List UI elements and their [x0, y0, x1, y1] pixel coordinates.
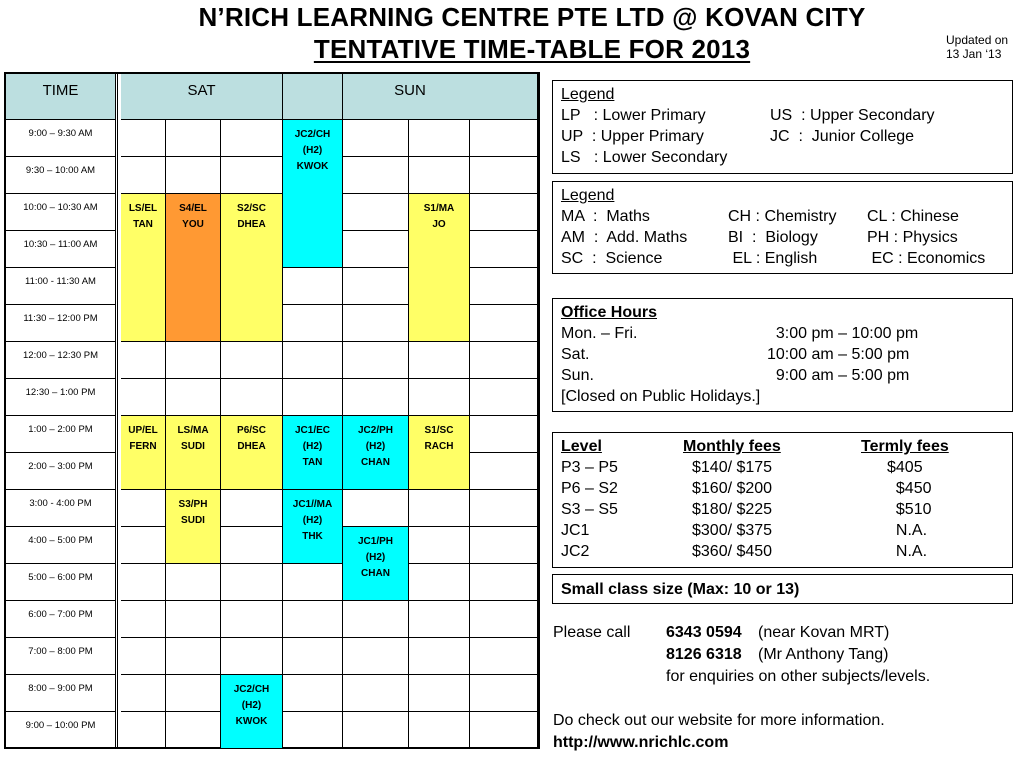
timetable-cell — [221, 490, 283, 527]
time-slot: 9:00 – 10:00 PM — [6, 712, 116, 749]
class-block — [221, 416, 283, 490]
timetable-cell — [470, 638, 538, 675]
timetable — [4, 72, 540, 749]
class-block — [166, 194, 221, 342]
fee-level: P6 – S2 — [561, 480, 618, 497]
timetable-cell — [166, 120, 221, 157]
class-block-text: JC1/EC — [294, 425, 330, 436]
office-time: 10:00 am – 5:00 pm — [767, 346, 910, 363]
time-slot: 9:00 – 9:30 AM — [6, 120, 116, 157]
fee-termly: N.A. — [887, 543, 928, 560]
fee-level: P3 – P5 — [561, 459, 618, 476]
timetable-cell — [343, 712, 409, 749]
timetable-cell — [409, 712, 470, 749]
timetable-cell — [343, 490, 409, 527]
class-block-text: THK — [302, 531, 323, 542]
timetable-cell — [409, 490, 470, 527]
office-time: 3:00 pm – 10:00 pm — [767, 325, 919, 342]
class-block-text: (H2) — [241, 700, 262, 711]
timetable-cell — [221, 379, 283, 416]
timetable-cell — [470, 601, 538, 638]
class-block-text: (H2) — [302, 441, 323, 452]
fee-monthly: $360/ $450 — [692, 543, 773, 560]
time-slot: 10:30 – 11:00 AM — [6, 231, 116, 268]
updated-date: 13 Jan ‘13 — [946, 47, 1002, 61]
timetable-cell — [166, 379, 221, 416]
time-slot: 11:30 – 12:00 PM — [6, 305, 116, 342]
time-slot: 12:30 – 1:00 PM — [6, 379, 116, 416]
timetable-cell — [470, 305, 538, 342]
phone-note-1: (near Kovan MRT) — [758, 624, 890, 641]
class-block-text: KWOK — [296, 161, 329, 172]
class-size-box — [552, 574, 1013, 604]
header-time: TIME — [6, 74, 116, 120]
phone-note-2: (Mr Anthony Tang) — [758, 646, 889, 663]
fee-termly: $450 — [887, 480, 932, 497]
timetable-cell — [343, 194, 409, 231]
legend-item: US : Upper Secondary — [770, 107, 935, 124]
page-subtitle: TENTATIVE TIME-TABLE FOR 2013 — [313, 34, 751, 64]
fee-monthly: $140/ $175 — [692, 459, 773, 476]
legend-item: LS : Lower Secondary — [561, 149, 728, 166]
office-day: Sun. — [561, 367, 594, 384]
class-block-text: JC1/PH — [357, 536, 393, 547]
fees-header-termly: Termly fees — [861, 438, 949, 455]
timetable-cell — [409, 527, 470, 564]
timetable-cell — [343, 675, 409, 712]
legend-item: CL : Chinese — [867, 208, 959, 225]
class-block — [283, 490, 343, 564]
website-note: Do check out our website for more information. — [553, 712, 885, 729]
timetable-cell — [470, 120, 538, 157]
office-day: Mon. – Fri. — [561, 325, 638, 342]
timetable-cell — [470, 490, 538, 527]
timetable-cell — [121, 157, 166, 194]
timetable-cell — [121, 379, 166, 416]
timetable-cell — [470, 712, 538, 749]
phone-number-1[interactable]: 6343 0594 — [666, 624, 742, 641]
timetable-cell — [121, 712, 166, 749]
time-slot: 9:30 – 10:00 AM — [6, 157, 116, 194]
legend-item: LP : Lower Primary — [561, 107, 706, 124]
fee-monthly: $300/ $375 — [692, 522, 773, 539]
class-block — [343, 527, 409, 601]
class-block — [409, 194, 470, 342]
timetable-cell — [409, 675, 470, 712]
fees-header-monthly: Monthly fees — [683, 438, 781, 455]
timetable-cell — [283, 379, 343, 416]
enquiries-note: for enquiries on other subjects/levels. — [666, 668, 931, 685]
office-day: Sat. — [561, 346, 590, 363]
timetable-cell — [409, 157, 470, 194]
timetable-cell — [283, 564, 343, 601]
contact-info — [553, 622, 1003, 754]
class-block-text: JC2/CH — [294, 129, 331, 140]
timetable-cell — [121, 675, 166, 712]
time-slot: 3:00 - 4:00 PM — [6, 490, 116, 527]
class-block-text: KWOK — [235, 716, 268, 727]
timetable-cell — [121, 490, 166, 527]
fees-header-level: Level — [561, 438, 602, 455]
class-block-text: YOU — [182, 219, 204, 230]
timetable-cell — [470, 416, 538, 453]
timetable-cell — [470, 453, 538, 490]
legend-subjects-box — [552, 181, 1013, 274]
timetable-cell — [409, 638, 470, 675]
office-note: [Closed on Public Holidays.] — [561, 388, 761, 405]
timetable-cell — [470, 157, 538, 194]
timetable-cell — [283, 305, 343, 342]
column-separator — [342, 74, 343, 747]
class-block — [221, 675, 283, 749]
class-size-note: Small class size (Max: 10 or 13) — [561, 581, 800, 598]
class-block-text: P6/SC — [237, 425, 266, 436]
class-block — [283, 416, 343, 490]
call-prefix: Please call — [553, 624, 631, 641]
time-slot: 7:00 – 8:00 PM — [6, 638, 116, 675]
class-block — [283, 120, 343, 268]
timetable-cell — [409, 342, 470, 379]
class-block — [221, 194, 283, 342]
timetable-cell — [166, 342, 221, 379]
timetable-cell — [166, 712, 221, 749]
time-slot: 8:00 – 9:00 PM — [6, 675, 116, 712]
time-slot: 5:00 – 6:00 PM — [6, 564, 116, 601]
timetable-cell — [166, 675, 221, 712]
class-block-text: S4/EL — [179, 203, 207, 214]
timetable-cell — [283, 342, 343, 379]
legend-item: EC : Economics — [867, 250, 986, 267]
class-block-text: CHAN — [361, 568, 390, 579]
class-block-text: (H2) — [302, 515, 323, 526]
class-block-text: (H2) — [365, 441, 386, 452]
class-block-text: S3/PH — [178, 499, 208, 510]
timetable-cell — [221, 120, 283, 157]
class-block-text: TAN — [302, 457, 323, 468]
timetable-cell — [470, 231, 538, 268]
class-block-text: DHEA — [237, 441, 266, 452]
class-block — [166, 490, 221, 564]
timetable-cell — [409, 120, 470, 157]
class-block-text: LS/EL — [128, 203, 158, 214]
class-block — [121, 416, 166, 490]
timetable-cell — [121, 527, 166, 564]
time-slot: 2:00 – 3:00 PM — [6, 453, 116, 490]
time-slot: 1:00 – 2:00 PM — [6, 416, 116, 453]
fee-monthly: $160/ $200 — [692, 480, 773, 497]
legend-subjects-heading: Legend — [561, 187, 615, 204]
timetable-cell — [221, 601, 283, 638]
timetable-cell — [343, 638, 409, 675]
website-link[interactable]: http://www.nrichlc.com — [553, 734, 729, 751]
class-block — [121, 194, 166, 342]
class-block-text: FERN — [129, 441, 157, 452]
timetable-cell — [470, 564, 538, 601]
class-block-text: JC2/CH — [233, 684, 270, 695]
timetable-cell — [343, 157, 409, 194]
timetable-cell — [409, 601, 470, 638]
time-slot: 6:00 – 7:00 PM — [6, 601, 116, 638]
class-block-text: S1/SC — [424, 425, 454, 436]
class-block-text: SUDI — [181, 515, 205, 526]
class-block — [166, 416, 221, 490]
fee-level: JC1 — [561, 522, 590, 539]
legend-item: EL : English — [728, 250, 818, 267]
timetable-cell — [166, 638, 221, 675]
fees-box — [552, 432, 1013, 568]
header-sun: SUN — [283, 74, 538, 120]
class-block-text: S1/MA — [423, 203, 455, 214]
class-block-text: CHAN — [361, 457, 390, 468]
timetable-cell — [343, 379, 409, 416]
class-block — [343, 416, 409, 490]
legend-item: MA : Maths — [561, 208, 650, 225]
class-block-text: DHEA — [237, 219, 266, 230]
updated-note — [946, 33, 1008, 61]
timetable-cell — [470, 194, 538, 231]
class-block-text: RACH — [424, 441, 454, 452]
header-sat: SAT — [121, 74, 283, 120]
timetable-cell — [409, 379, 470, 416]
fee-level: S3 – S5 — [561, 501, 618, 518]
class-block-text: LS/MA — [177, 425, 209, 436]
class-block-text: JC1//MA — [292, 499, 333, 510]
column-separator — [115, 74, 118, 747]
office-hours-box — [552, 298, 1013, 412]
legend-item: CH : Chemistry — [728, 208, 837, 225]
fee-monthly: $180/ $225 — [692, 501, 773, 518]
fee-termly: N.A. — [887, 522, 928, 539]
timetable-cell — [283, 268, 343, 305]
class-block-text: TAN — [133, 219, 153, 230]
timetable-cell — [121, 564, 166, 601]
legend-item: UP : Upper Primary — [561, 128, 704, 145]
timetable-cell — [343, 120, 409, 157]
timetable-cell — [470, 342, 538, 379]
timetable-cell — [121, 601, 166, 638]
office-time: 9:00 am – 5:00 pm — [767, 367, 910, 384]
timetable-cell — [221, 564, 283, 601]
legend-item: JC : Junior College — [770, 128, 915, 145]
timetable-cell — [166, 564, 221, 601]
timetable-cell — [470, 268, 538, 305]
class-block-text: JO — [432, 219, 446, 230]
legend-item: BI : Biology — [728, 229, 818, 246]
timetable-cell — [470, 675, 538, 712]
timetable-cell — [283, 638, 343, 675]
page-title: N’RICH LEARNING CENTRE PTE LTD @ KOVAN CITY — [198, 2, 866, 32]
class-block-text: S2/SC — [237, 203, 266, 214]
fee-termly: $510 — [887, 501, 932, 518]
timetable-cell — [470, 527, 538, 564]
fee-termly: $405 — [887, 459, 923, 476]
time-slot: 12:00 – 12:30 PM — [6, 342, 116, 379]
timetable-cell — [166, 601, 221, 638]
legend-levels-heading: Legend — [561, 86, 615, 103]
office-hours-heading: Office Hours — [561, 304, 658, 321]
timetable-cell — [343, 268, 409, 305]
timetable-cell — [121, 638, 166, 675]
updated-label: Updated on — [946, 33, 1009, 47]
time-slot: 4:00 – 5:00 PM — [6, 527, 116, 564]
timetable-cell — [470, 379, 538, 416]
legend-item: SC : Science — [561, 250, 663, 267]
phone-number-2[interactable]: 8126 6318 — [666, 646, 742, 663]
class-block — [409, 416, 470, 490]
timetable-cell — [121, 120, 166, 157]
class-block-text: (H2) — [302, 145, 323, 156]
class-block-text: UP/EL — [128, 425, 158, 436]
timetable-cell — [343, 342, 409, 379]
timetable-cell — [221, 638, 283, 675]
timetable-cell — [166, 157, 221, 194]
legend-levels-box — [552, 80, 1013, 174]
legend-item: AM : Add. Maths — [561, 229, 688, 246]
class-block-text: JC2/PH — [357, 425, 393, 436]
timetable-cell — [343, 231, 409, 268]
timetable-cell — [283, 675, 343, 712]
timetable-cell — [409, 564, 470, 601]
class-block-text: (H2) — [365, 552, 386, 563]
time-slot: 10:00 – 10:30 AM — [6, 194, 116, 231]
timetable-cell — [221, 157, 283, 194]
timetable-cell — [343, 305, 409, 342]
timetable-cell — [121, 342, 166, 379]
timetable-cell — [343, 601, 409, 638]
timetable-cell — [283, 601, 343, 638]
fee-level: JC2 — [561, 543, 590, 560]
timetable-cell — [283, 712, 343, 749]
timetable-cell — [221, 342, 283, 379]
timetable-cell — [221, 527, 283, 564]
time-slot: 11:00 - 11:30 AM — [6, 268, 116, 305]
legend-item: PH : Physics — [867, 229, 958, 246]
class-block-text: SUDI — [181, 441, 205, 452]
